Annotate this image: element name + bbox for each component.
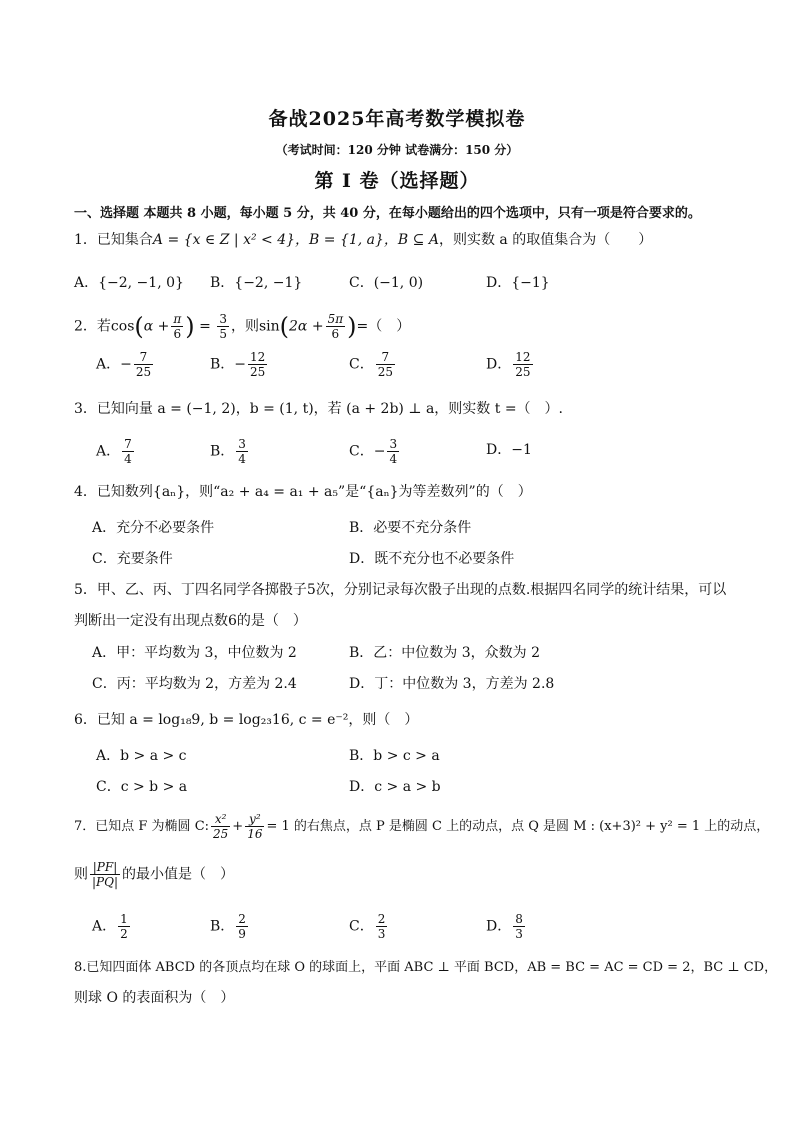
q2-eq1-left: α + bbox=[143, 318, 170, 335]
instructions: 一、选择题 本题共 8 小题，每小题 5 分，共 40 分，在每小题给出的四个选项中，只有一项是符合要求的。 bbox=[74, 206, 701, 221]
q2-option-a[interactable]: A．− $\frac{7}{25}$ bbox=[96, 350, 152, 379]
q2-eq2-left: 2α + bbox=[289, 318, 324, 335]
question-8-line-2: 则球 O 的表面积为（ ） bbox=[74, 990, 235, 1006]
question-3: 3．已知向量 a = (−1, 2)，b = (1, t)，若 (a + 2b) ⊥ a，则实数 t =（ ）. bbox=[74, 401, 563, 417]
q1-option-a[interactable]: A．{−2, −1, 0} bbox=[74, 275, 184, 291]
q4-option-d[interactable]: D．既不充分也不必要条件 bbox=[349, 551, 515, 567]
q2-cos: cos bbox=[110, 318, 135, 335]
question-6: 6．已知 a = log₁₈9, b = log₂₃16, c = e⁻²，则（ ） bbox=[74, 712, 419, 728]
question-1 bbox=[74, 230, 652, 250]
q7-option-c[interactable]: C． $\frac{2}{3}$ bbox=[349, 912, 386, 941]
q4-option-c[interactable]: C．充要条件 bbox=[92, 551, 173, 567]
q7-frac-x: $\frac{\text{x²}}{25}$ bbox=[213, 812, 229, 841]
q6-option-d[interactable]: D．c > a > b bbox=[349, 779, 441, 795]
q5-option-b[interactable]: B．乙：中位数为 3，众数为 2 bbox=[349, 645, 541, 661]
q2-eq1-value: $\frac{3}{5}$ bbox=[219, 312, 227, 341]
q7-option-d[interactable]: D． $\frac{8}{3}$ bbox=[486, 912, 523, 941]
q2-sin: sin bbox=[258, 318, 280, 335]
question-4: 4．已知数列{aₙ}，则“a₂ + a₄ = a₁ + a₅”是“{aₙ}为等差数列”的（ ） bbox=[74, 484, 532, 500]
q6-option-b[interactable]: B．b > c > a bbox=[349, 748, 440, 764]
q1-prefix: 1．已知集合 bbox=[74, 232, 153, 248]
q5-option-c[interactable]: C．丙：平均数为 2，方差为 2.4 bbox=[92, 676, 297, 692]
q7-ratio: $\frac{|PF|}{|PQ|}$ bbox=[92, 860, 118, 889]
exam-subtitle: （考试时间：120 分钟 试卷满分：150 分） bbox=[275, 143, 519, 157]
question-7-line-2: 则 $\frac{|PF|}{|PQ|}$ 的最小值是（ ） bbox=[74, 860, 234, 889]
section-heading: 第 I 卷（选择题） bbox=[314, 170, 480, 192]
q6-option-a[interactable]: A．b > a > c bbox=[96, 748, 187, 764]
q2-option-d[interactable]: D． $\frac{12}{25}$ bbox=[486, 350, 531, 379]
q5-option-a[interactable]: A．甲：平均数为 3，中位数为 2 bbox=[92, 645, 297, 661]
question-2: 2．若cos(α + $\frac{\pi}{6}$ ) = $\frac{3}{5}$ ，则sin(2α + $\frac{5\pi}{6}$ )=（ ） bbox=[74, 312, 411, 341]
q6-option-c[interactable]: C．c > b > a bbox=[96, 779, 188, 795]
q7-frac-y: $\frac{\text{y²}}{16}$ bbox=[247, 812, 263, 841]
q4-option-a[interactable]: A．充分不必要条件 bbox=[92, 520, 215, 536]
q1-set-a: A = {x ∈ Z | x² < 4} bbox=[152, 232, 296, 248]
question-7-line-1: 7．已知点 F 为椭圆 C: $\frac{\text{x²}}{25}$ + $\frac{\text{y²}}{16}$ = 1 的右焦点，点 P 是椭圆 C 上的动点，点 Q 是圆 M : (x+3)² + y² = 1 上的动点， bbox=[74, 812, 770, 841]
q1-option-b[interactable]: B．{−2, −1} bbox=[210, 275, 303, 291]
q1-option-c[interactable]: C．(−1, 0) bbox=[349, 275, 424, 291]
exam-title: 备战2025年高考数学模拟卷 bbox=[268, 108, 526, 130]
question-8-line-1: 8.已知四面体 ABCD 的各顶点均在球 O 的球面上，平面 ABC ⊥ 平面 BCD，AB = BC = AC = CD = 2，BC ⊥ CD， bbox=[74, 960, 778, 975]
q7-option-b[interactable]: B． $\frac{2}{9}$ bbox=[210, 912, 246, 941]
q3-option-d[interactable]: D．−1 bbox=[486, 442, 532, 458]
q2-frac2: $\frac{5\pi}{6}$ bbox=[327, 312, 344, 341]
q2-prefix: 2．若 bbox=[74, 318, 111, 335]
q1-suffix: ，则实数 a 的取值集合为（ ） bbox=[438, 232, 653, 248]
q5-option-d[interactable]: D．丁：中位数为 3，方差为 2.8 bbox=[349, 676, 555, 692]
question-5-line-1: 5．甲、乙、丙、丁四名同学各掷骰子5次，分别记录每次骰子出现的点数.根据四名同学的统计结果，可以 bbox=[74, 582, 727, 598]
q2-option-b[interactable]: B．− $\frac{12}{25}$ bbox=[210, 350, 266, 379]
q2-option-c[interactable]: C． $\frac{7}{25}$ bbox=[349, 350, 393, 379]
q2-mid: ，则 bbox=[230, 318, 259, 335]
q2-suffix: =（ ） bbox=[356, 318, 411, 335]
question-5-line-2: 判断出一定没有出现点数6的是（ ） bbox=[74, 613, 307, 629]
q4-option-b[interactable]: B．必要不充分条件 bbox=[349, 520, 472, 536]
q3-option-b[interactable]: B． $\frac{3}{4}$ bbox=[210, 437, 246, 466]
q2-frac1: $\frac{\pi}{6}$ bbox=[173, 312, 182, 341]
q1-option-d[interactable]: D．{−1} bbox=[486, 275, 550, 291]
q1-set-b: ，B = {1, a}，B ⊆ A bbox=[295, 232, 439, 248]
q3-option-a[interactable]: A． $\frac{7}{4}$ bbox=[96, 437, 132, 466]
q3-option-c[interactable]: C．− $\frac{3}{4}$ bbox=[349, 437, 398, 466]
q7-option-a[interactable]: A． $\frac{1}{2}$ bbox=[92, 912, 128, 941]
